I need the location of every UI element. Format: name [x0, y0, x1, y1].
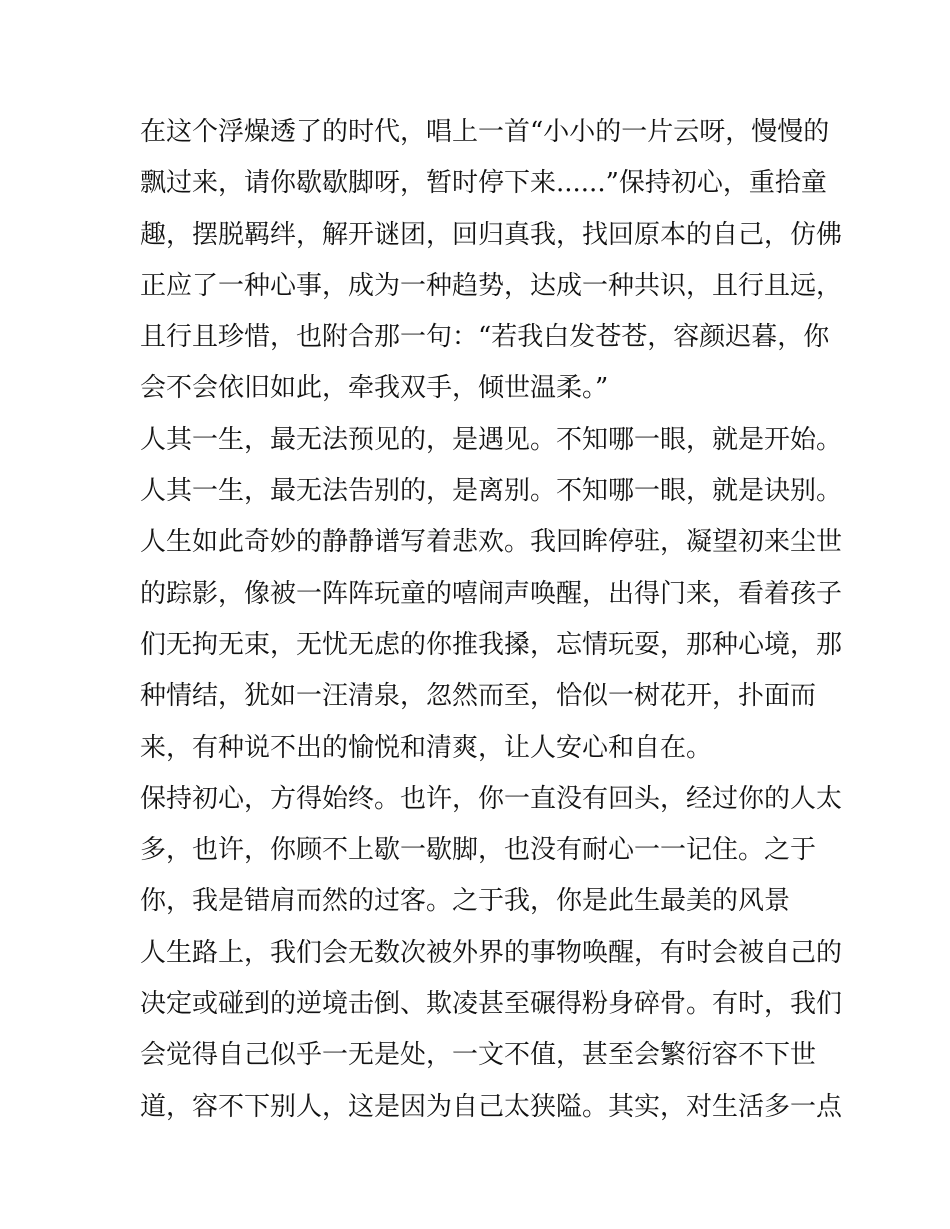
text-line: 人生如此奇妙的静静谱写着悲欢。我回眸停驻，凝望初来尘世	[140, 527, 843, 558]
text-line: 们无拘无束，无忧无虑的你推我搡，忘情玩耍，那种心境，那	[140, 629, 843, 660]
text-line: 飘过来，请你歇歇脚呀，暂时停下来......”保持初心，重拾童	[140, 168, 827, 199]
text-line: 的踪影，像被一阵阵玩童的嘻闹声唤醒，出得门来，看着孩子	[140, 578, 843, 609]
text-line: 保持初心，方得始终。也许，你一直没有回头，经过你的人太	[140, 783, 843, 814]
text-line: 会不会依旧如此，牵我双手，倾世温柔。”	[140, 373, 609, 404]
text-line: 正应了一种心事，成为一种趋势，达成一种共识，且行且远，	[140, 270, 843, 301]
text-line: 道，容不下别人，这是因为自己太狭隘。其实，对生活多一点	[140, 1091, 843, 1122]
text-line: 你，我是错肩而然的过客。之于我，你是此生最美的风景	[140, 886, 791, 917]
text-line: 多，也许，你顾不上歇一歇脚，也没有耐心一一记住。之于	[140, 835, 817, 866]
text-line: 且行且珍惜，也附合那一句：“若我白发苍苍，容颜迟暮，你	[140, 322, 830, 353]
text-line: 来，有种说不出的愉悦和清爽，让人安心和自在。	[140, 732, 713, 763]
text-line: 种情结，犹如一汪清泉，忽然而至，恰似一树花开，扑面而	[140, 681, 817, 712]
text-line: 会觉得自己似乎一无是处，一文不值，甚至会繁衍容不下世	[140, 1040, 817, 1071]
text-line: 趣，摆脱羁绊，解开谜团，回归真我，找回原本的自己，仿佛	[140, 219, 843, 250]
text-line: 人其一生，最无法告别的，是离别。不知哪一眼，就是诀别。	[140, 476, 843, 507]
text-line: 人生路上，我们会无数次被外界的事物唤醒，有时会被自己的	[140, 937, 843, 968]
text-line: 决定或碰到的逆境击倒、欺凌甚至碾得粉身碎骨。有时，我们	[140, 989, 843, 1020]
text-line: 在这个浮燥透了的时代，唱上一首“小小的一片云呀，慢慢的	[140, 117, 830, 147]
text-line: 人其一生，最无法预见的，是遇见。不知哪一眼，就是开始。	[140, 424, 843, 455]
document-body	[140, 107, 843, 1133]
